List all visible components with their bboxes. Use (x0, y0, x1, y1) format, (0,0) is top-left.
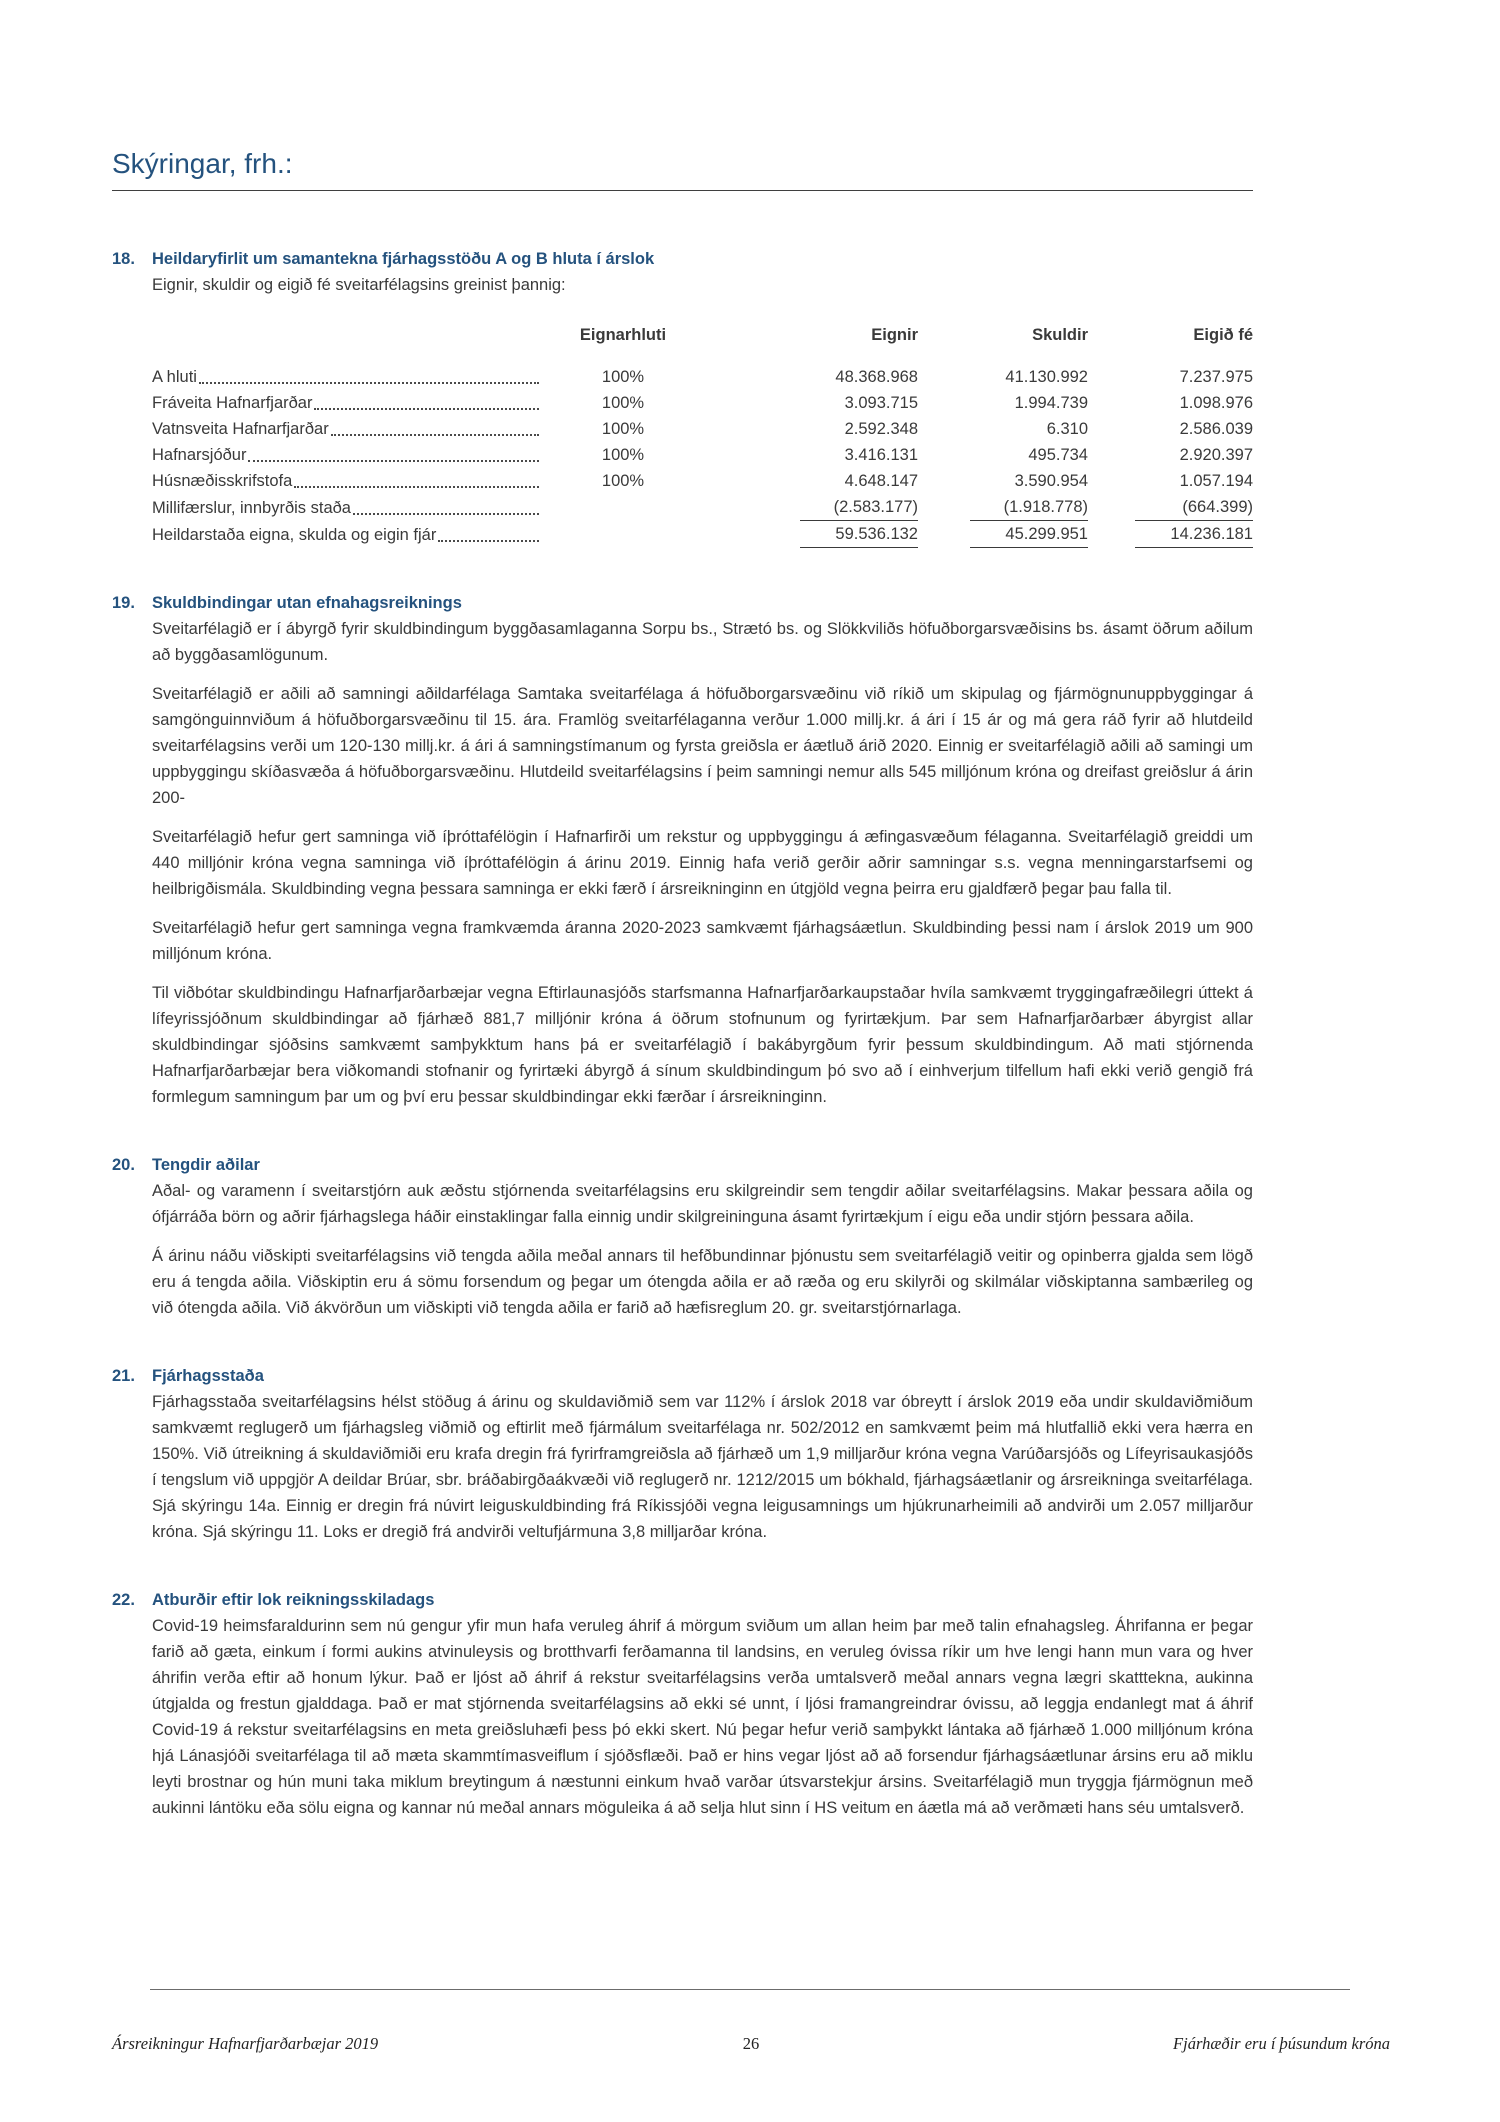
paragraph: Sveitarfélagið er í ábyrgð fyrir skuldbindingum byggðasamlaganna Sorpu bs., Strætó bs. og Slökkviliðs höfuðborgarsvæðisins bs. ásamt öðrum aðilum að byggðasamlögunum. (152, 620, 1253, 664)
table-row (152, 364, 1253, 390)
row-liabilities (918, 468, 1088, 494)
table-row (152, 416, 1253, 442)
section-number: 19. (112, 594, 135, 612)
row-assets (703, 442, 918, 468)
table-row (152, 442, 1253, 468)
row-equity (1088, 364, 1253, 390)
section-18 (112, 246, 1253, 548)
section-number: 20. (112, 1156, 135, 1174)
row-equity-value: (664.399) (1135, 494, 1253, 521)
row-equity (1088, 442, 1253, 468)
row-label: Vatnsveita Hafnarfjarðar (152, 420, 329, 438)
row-assets (703, 468, 918, 494)
row-liabilities (918, 494, 1088, 521)
table-row (152, 468, 1253, 494)
row-liabilities-value: 41.130.992 (1005, 368, 1088, 386)
dot-leader (331, 434, 539, 436)
section-heading: Fjárhagsstaða (152, 1367, 264, 1385)
row-assets-value: 2.592.348 (844, 420, 918, 438)
row-assets-value: 4.648.147 (844, 472, 918, 490)
row-liabilities-value: 1.994.739 (1014, 394, 1088, 412)
footer-amounts-note: Fjárhæðir eru í þúsundum króna (1173, 2034, 1390, 2053)
row-equity-value: 1.057.194 (1179, 472, 1253, 490)
section-number: 18. (112, 250, 135, 268)
section-19 (112, 590, 1253, 1110)
section-heading: Heildaryfirlit um samantekna fjárhagsstöðu A og B hluta í árslok (152, 250, 655, 268)
paragraph: Sveitarfélagið er aðili að samningi aðildarfélaga Samtaka sveitarfélaga á höfuðborgarsvæðinu við ríkið um skipulag og fjármögnunuppbyggingar á samgönguinnviðum á höfuðborgarsvæðinu til 15. ára. Framlög sveitarfélaganna verður 1.000 millj.kr. á ári í 15 ár og má gera ráð fyrir að hlutdeild sveitarfélagsins verði um 120-130 millj.kr. á ári á samningstímanum og fyrsta greiðsla er áætluð árið 2020. Einnig er sveitarfélagið aðili að samingi um uppbyggingu skíðasvæða á höfuðborgarsvæðinu. Hlutdeild sveitarfélagsins í þeim samningi nemur alls 545 milljónum króna og dreifast greiðslur á árin 200- (152, 685, 1253, 807)
dot-leader (199, 382, 539, 384)
page-footer (112, 2034, 1390, 2054)
row-assets-value: 3.093.715 (844, 394, 918, 412)
paragraph: Covid-19 heimsfaraldurinn sem nú gengur yfir mun hafa veruleg áhrif á mörgum sviðum um allan heim þar með talin efnahagsleg. Áhrifanna er þegar farið að gæta, einkum í formi aukins atvinuleysis og brotthvarfi ferðamanna til landsins, en veruleg óvissa ríkir um hve lengi hann mun vara og hver áhrifin verða eftir að honum lýkur. Það er ljóst að áhrif á rekstur sveitarfélagsins verða umtalsverð meðal annars vegna lægri skatttekna, aukinna útgjalda og frestun gjalddaga. Það er mat stjórnenda sveitarfélagsins að ekki sé unnt, í ljósi framangreindrar óvissu, að leggja endanlegt mat á áhrif Covid-19 á rekstur sveitarfélagsins en meta greiðsluhæfi þess þó ekki skert. Nú þegar hefur verið samþykkt lántaka að fjárhæð 1.000 milljónum króna hjá Lánasjóði sveitarfélaga til að mæta skammtímasveiflum í sjóðsflæði. Það er hins vegar ljóst að að forsendur fjárhagsáætlunar ársins eru að miklu leyti brostnar og hún muni taka miklum breytingum á næstunni einkum hvað varðar útsvarstekjur ársins. Sveitarfélagið mun tryggja fjármögnun með aukinni lántöku eða sölu eigna og kannar nú meðal annars möguleika á að selja hlut sinn í HS veitum en áætla má að verðmæti hans séu umtalsverð. (152, 1617, 1253, 1817)
dot-leader (248, 460, 539, 462)
row-liabilities-value: 3.590.954 (1014, 472, 1088, 490)
row-equity-value: 2.586.039 (1179, 420, 1253, 438)
section-heading: Atburðir eftir lok reikningsskiladags (152, 1591, 435, 1609)
row-ownership: 100% (601, 420, 645, 438)
row-equity (1088, 416, 1253, 442)
row-equity (1088, 521, 1253, 548)
row-label: Heildarstaða eigna, skulda og eigin fjár (152, 526, 437, 544)
row-assets (703, 416, 918, 442)
row-ownership: 100% (601, 472, 645, 490)
row-liabilities (918, 390, 1088, 416)
row-liabilities-value: 6.310 (1046, 420, 1088, 438)
table-row (152, 390, 1253, 416)
paragraph: Sveitarfélagið hefur gert samninga við íþróttafélögin í Hafnarfirði um rekstur og uppbyggingu á æfingasvæðum félaganna. Sveitarfélagið greiddi um 440 milljónir króna vegna samninga við íþróttafélögin á árinu 2019. Einnig hafa verið gerðir aðrir samningar s.s. vegna menningarstarfsemi og heilbrigðismála. Skuldbinding vegna þessara samninga er ekki færð í ársreikninginn en útgjöld vegna þeirra eru gjaldfærð þegar þau falla til. (152, 828, 1253, 898)
row-assets-value: 3.416.131 (844, 446, 918, 464)
row-label: Hafnarsjóður (152, 446, 247, 464)
page-number: 26 (742, 2034, 760, 2053)
dot-leader (314, 408, 539, 410)
row-liabilities-value: 45.299.951 (970, 521, 1088, 548)
paragraph: Sveitarfélagið hefur gert samninga vegna framkvæmda áranna 2020-2023 samkvæmt fjárhagsáætlun. Skuldbinding þessi nam í árslok 2019 um 900 milljónum króna. (152, 919, 1253, 963)
row-assets (703, 364, 918, 390)
row-liabilities (918, 364, 1088, 390)
table-row-total (152, 521, 1253, 548)
dot-leader (438, 540, 539, 542)
row-equity (1088, 468, 1253, 494)
section-22 (112, 1587, 1253, 1821)
row-assets (703, 390, 918, 416)
row-assets (703, 521, 918, 548)
row-liabilities-value: (1.918.778) (970, 494, 1088, 521)
row-ownership: 100% (601, 368, 645, 386)
row-assets-value: 59.536.132 (800, 521, 918, 548)
dot-leader (294, 486, 539, 488)
section-intro: Eignir, skuldir og eigið fé sveitarfélagsins greinist þannig: (152, 276, 566, 294)
col-header-ownership: Eignarhluti (579, 326, 667, 344)
row-ownership: 100% (601, 394, 645, 412)
row-equity (1088, 494, 1253, 521)
financial-summary-table (152, 322, 1253, 548)
row-assets-value: (2.583.177) (800, 494, 918, 521)
col-header-equity: Eigið fé (1193, 326, 1253, 344)
row-label: A hluti (152, 368, 197, 386)
dot-leader (353, 513, 539, 515)
row-equity (1088, 390, 1253, 416)
row-label: Húsnæðisskrifstofa (152, 472, 293, 490)
row-ownership: 100% (601, 446, 645, 464)
paragraph: Fjárhagsstaða sveitarfélagsins hélst stöðug á árinu og skuldaviðmið sem var 112% í árslok 2018 var óbreytt í árslok 2019 eða undir skuldaviðmiðum samkvæmt reglugerð um fjárhagsleg viðmið og eftirlit með fjármálum sveitarfélaga nr. 502/2012 en samkvæmt þeim má hlutfallið ekki vera hærra en 150%. Við útreikning á skuldaviðmiði eru krafa dregin frá fyrirframgreiðsla að fjárhæð um 1,9 milljarður króna vegna Varúðarsjóðs og Lífeyrisaukasjóðs í tengslum við uppgjör A deildar Brúar, sbr. bráðabirgðaákvæði við reglugerð nr. 1212/2015 um bókhald, fjárhagsáætlanir og ársreikninga sveitarfélaga. Sjá skýringu 14a. Einnig er dregin frá núvirt leiguskuldbinding frá Ríkissjóði vegna leigusamnings um hjúkrunarheimili að andvirði um 2.057 milljarður króna. Sjá skýringu 11. Loks er dregið frá andvirði veltufjármuna 3,8 milljarðar króna. (152, 1393, 1253, 1541)
row-liabilities (918, 416, 1088, 442)
footer-separator (150, 1989, 1350, 1990)
col-header-liabilities: Skuldir (1032, 326, 1088, 344)
row-equity-value: 14.236.181 (1135, 521, 1253, 548)
row-assets-value: 48.368.968 (835, 368, 918, 386)
row-equity-value: 2.920.397 (1179, 446, 1253, 464)
row-liabilities (918, 442, 1088, 468)
row-equity-value: 1.098.976 (1179, 394, 1253, 412)
row-assets (703, 494, 918, 521)
row-liabilities (918, 521, 1088, 548)
section-heading: Skuldbindingar utan efnahagsreiknings (152, 594, 462, 612)
section-number: 21. (112, 1367, 135, 1385)
paragraph: Aðal- og varamenn í sveitarstjórn auk æðstu stjórnenda sveitarfélagsins eru skilgreindir sem tengdir aðilar sveitarfélagsins. Makar þessara aðila og ófjárráða börn og aðrir fjárhagslega háðir einstaklingar falla einnig undir skilgreininguna ásamt fyrirtækjum í eigu eða undir stjórn þessara aðila. (152, 1182, 1253, 1226)
table-row-eliminations (152, 494, 1253, 521)
row-equity-value: 7.237.975 (1179, 368, 1253, 386)
col-header-assets: Eignir (871, 326, 918, 344)
section-heading: Tengdir aðilar (152, 1156, 260, 1174)
row-liabilities-value: 495.734 (1028, 446, 1088, 464)
section-21 (112, 1363, 1253, 1545)
paragraph: Til viðbótar skuldbindingu Hafnarfjarðarbæjar vegna Eftirlaunasjóðs starfsmanna Hafnarfjarðarkaupstaðar hvíla samkvæmt tryggingafræðilegri úttekt á lífeyrissjóðnum skuldbindingar að fjárhæð 881,7 milljónir króna á öðrum stofnunum og fyrirtækjum. Þar sem Hafnarfjarðarbær ábyrgist allar skuldbindingar sjóðsins samkvæmt samþykktum hans þá er sveitarfélagið í bakábyrgðum fyrir þessum skuldbindingum. Að mati stjórnenda Hafnarfjarðarbæjar bera viðkomandi stofnanir og fyrirtæki ábyrgð á sínum skuldbindingum þó svo að í einhverjum tilfellum hafi ekki verið gengið frá formlegum samningum þar um og því eru þessar skuldbindingar ekki færðar í ársreikninginn. (152, 984, 1253, 1106)
row-label: Fráveita Hafnarfjarðar (152, 394, 313, 412)
page-content (112, 246, 1253, 1821)
page-title: Skýringar, frh.: (112, 148, 1253, 191)
section-number: 22. (112, 1591, 135, 1609)
row-label: Millifærslur, innbyrðis staða (152, 499, 351, 517)
section-20 (112, 1152, 1253, 1321)
paragraph: Á árinu náðu viðskipti sveitarfélagsins við tengda aðila meðal annars til hefðbundinnar þjónustu sem sveitarfélagið veitir og opinberra gjalda sem lögð eru á tengda aðila. Viðskiptin eru á sömu forsendum og þegar um ótengda aðila er að ræða og eru skilyrði og skilmálar viðskiptanna sambærileg og við ótengda aðila. Við ákvörðun um viðskipti við tengda aðila er farið að hæfisreglum 20. gr. sveitarstjórnarlaga. (152, 1247, 1253, 1317)
footer-report-title: Ársreikningur Hafnarfjarðarbæjar 2019 (112, 2034, 379, 2053)
table-header-row (152, 322, 1253, 348)
